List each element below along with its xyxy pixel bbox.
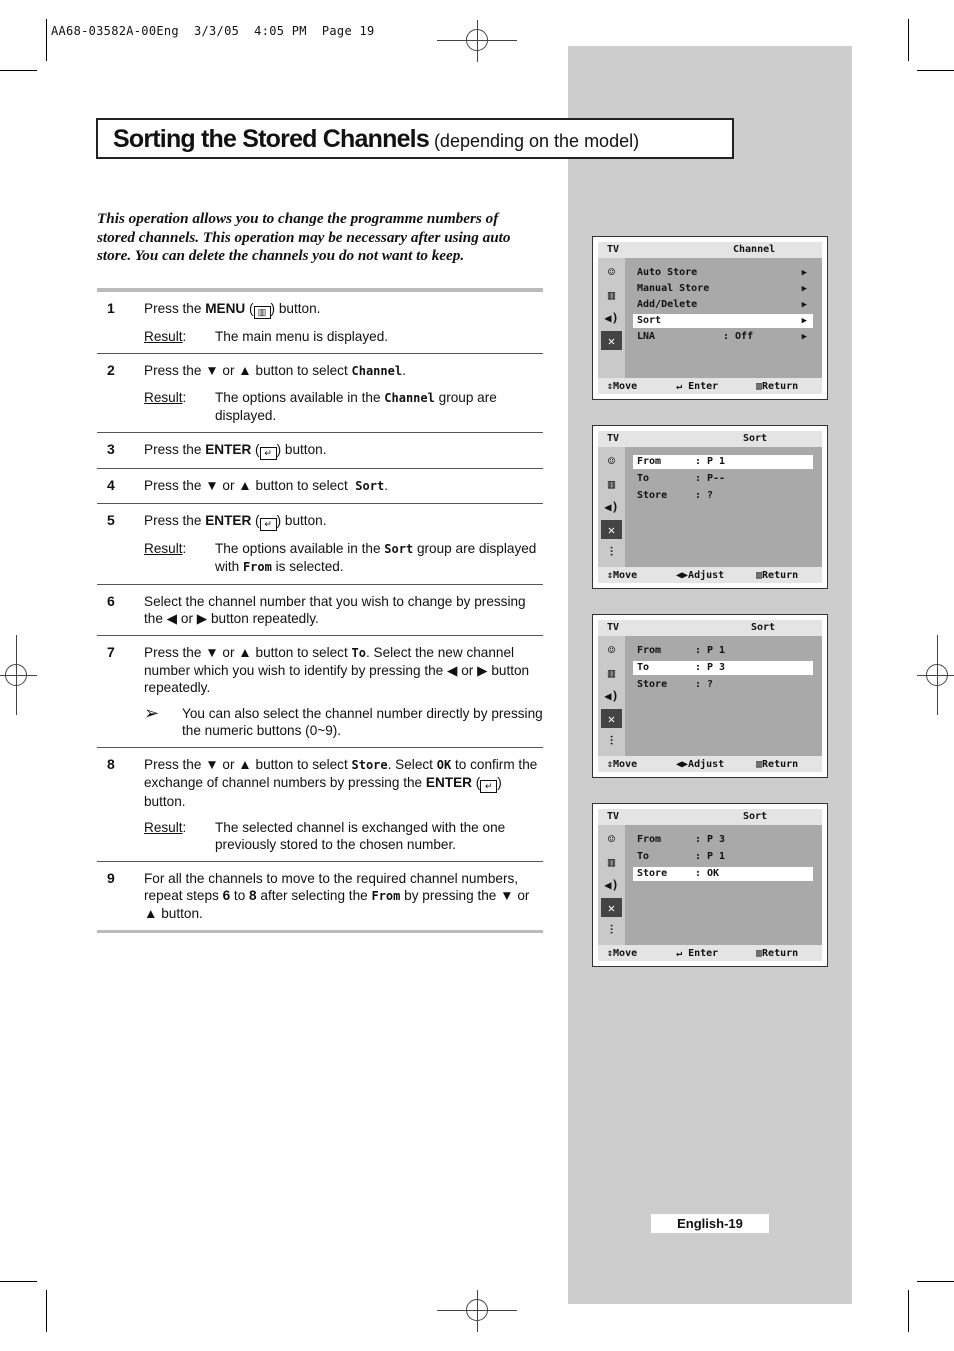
sound-icon: ◀) xyxy=(604,877,619,892)
page-title xyxy=(96,118,734,159)
adjust-icon: ◀▶ xyxy=(676,570,689,581)
step-instruction: Press the ▼ or ▲ button to select Store. Select OK to confirm the exchange of channel numbers by pressing the ENTER ( ↵ ) button. xyxy=(144,757,538,809)
step-instruction: Press the ENTER ( ↵ ) button. xyxy=(144,442,327,458)
osd-row: Manual Store ▶ xyxy=(637,283,807,294)
step-number: 3 xyxy=(107,441,115,457)
right-arrow-icon: ▶ xyxy=(801,316,807,326)
osd-icon-column xyxy=(598,825,625,945)
osd-help-bar: ⇕Move ◀▶Adjust ▥Return xyxy=(598,567,822,583)
result-label: Result xyxy=(144,541,183,556)
step-result: Result: The main menu is displayed. xyxy=(144,328,543,345)
step-instruction: Press the ENTER ( ↵ ) button. xyxy=(144,513,327,529)
osd-row: To : P-- xyxy=(637,473,726,484)
step-instruction: Press the MENU ( ▥ ) button. xyxy=(144,301,321,317)
return-icon: ▥ xyxy=(756,948,763,959)
osd-icon-column xyxy=(598,258,625,378)
osd-row: Store : ? xyxy=(637,490,714,501)
step-7 xyxy=(97,636,543,748)
crop-mark xyxy=(46,19,47,61)
osd-row: To : P 1 xyxy=(637,851,726,862)
osd-row-selected: Sort ▶ xyxy=(633,314,813,328)
function-icon: ⫶ xyxy=(609,734,613,748)
step-number: 2 xyxy=(107,362,115,378)
crop-mark xyxy=(0,70,37,71)
result-text: The selected channel is exchanged with the one previously stored to the chosen number. xyxy=(215,820,506,852)
osd-row: LNA : Off ▶ xyxy=(637,331,807,342)
step-6 xyxy=(97,585,543,636)
osd-row-selected: From : P 1 xyxy=(633,455,813,469)
crop-mark xyxy=(0,1281,37,1282)
move-icon: ⇕ xyxy=(607,759,614,770)
crop-mark xyxy=(908,1290,909,1332)
result-text: The options available in the Sort group are displayed with From is selected. xyxy=(215,541,537,574)
step-2 xyxy=(97,354,543,433)
osd-tv-label: TV xyxy=(607,811,620,822)
osd-row: From : P 3 xyxy=(637,834,726,845)
step-number: 9 xyxy=(107,870,115,886)
step-5 xyxy=(97,504,543,585)
step-4 xyxy=(97,469,543,504)
picture-icon: ☺ xyxy=(607,642,616,657)
picture-icon: ☺ xyxy=(607,453,616,468)
step-number: 6 xyxy=(107,593,115,609)
step-number: 1 xyxy=(107,300,115,316)
function-icon: ⫶ xyxy=(609,923,613,937)
result-label: Result xyxy=(144,390,183,405)
title-subtitle: (depending on the model) xyxy=(428,131,640,151)
picture-icon: ☺ xyxy=(607,264,616,279)
osd-row: Store : ? xyxy=(637,679,714,690)
result-label: Result xyxy=(144,820,183,835)
osd-menu-title: Sort xyxy=(751,622,776,633)
enter-key-icon: ↵ xyxy=(260,447,277,460)
picture-icon: ☺ xyxy=(607,831,616,846)
return-icon: ▥ xyxy=(756,759,763,770)
osd-row: From : P 1 xyxy=(637,645,726,656)
enter-key-icon: ↵ xyxy=(480,780,497,793)
step-8 xyxy=(97,748,543,862)
setup-icon: ▥ xyxy=(607,476,616,491)
steps-list xyxy=(97,288,543,933)
step-instruction: For all the channels to move to the required channel numbers, repeat steps 6 to 8 after selecting the From by pressing the ▼ or ▲ button. xyxy=(144,871,530,921)
result-label: Result xyxy=(144,329,183,344)
channel-icon: ✕ xyxy=(601,520,622,539)
osd-tv-label: TV xyxy=(607,622,620,633)
print-header: AA68-03582A-00Eng 3/3/05 4:05 PM Page 19 xyxy=(51,24,375,38)
right-arrow-icon: ▶ xyxy=(801,284,807,294)
osd-row-selected: To : P 3 xyxy=(633,661,813,675)
move-icon: ⇕ xyxy=(607,570,614,581)
setup-icon: ▥ xyxy=(607,287,616,302)
channel-icon: ✕ xyxy=(601,331,622,350)
step-instruction: Select the channel number that you wish to change by pressing the ◀ or ▶ button repeatedly. xyxy=(144,594,526,626)
setup-icon: ▥ xyxy=(607,854,616,869)
adjust-icon: ◀▶ xyxy=(676,759,689,770)
osd-screen-sort-to xyxy=(592,614,828,778)
sound-icon: ◀) xyxy=(604,499,619,514)
osd-menu-title: Sort xyxy=(743,811,768,822)
crop-mark xyxy=(46,1290,47,1332)
osd-tv-label: TV xyxy=(607,244,620,255)
function-icon: ⫶ xyxy=(609,545,613,559)
osd-help-bar: ⇕Move ↵ Enter ▥Return xyxy=(598,945,822,961)
step-1 xyxy=(97,292,543,354)
osd-screen-sort-from xyxy=(592,425,828,589)
page-number: English-19 xyxy=(651,1214,769,1233)
arrow-note-icon: ➢ xyxy=(144,703,160,723)
osd-row: Add/Delete ▶ xyxy=(637,299,807,310)
step-note xyxy=(144,705,543,739)
step-result: Result: The options available in the Sort group are displayed with From is selected. xyxy=(144,540,543,576)
crop-mark xyxy=(917,1281,954,1282)
step-number: 8 xyxy=(107,756,115,772)
right-arrow-icon: ▶ xyxy=(801,300,807,310)
intro-text: This operation allows you to change the programme numbers of stored channels. This operation may be necessary after using auto store. You can delete the channels you do not want to keep. xyxy=(97,210,511,264)
osd-row: Auto Store ▶ xyxy=(637,267,807,278)
setup-icon: ▥ xyxy=(607,665,616,680)
enter-key-icon: ↵ xyxy=(260,518,277,531)
step-instruction: Press the ▼ or ▲ button to select To. Select the new channel number which you wish to identify by pressing the ◀ or ▶ button repeatedly. xyxy=(144,645,530,695)
move-icon: ⇕ xyxy=(607,381,614,392)
osd-row-selected: Store : OK xyxy=(633,867,813,881)
osd-screen-sort-store xyxy=(592,803,828,967)
return-icon: ▥ xyxy=(756,570,763,581)
sound-icon: ◀) xyxy=(604,688,619,703)
step-number: 5 xyxy=(107,512,115,528)
right-arrow-icon: ▶ xyxy=(801,268,807,278)
move-icon: ⇕ xyxy=(607,948,614,959)
note-text: You can also select the channel number directly by pressing the numeric buttons (0~9). xyxy=(182,706,543,738)
osd-screen-channel xyxy=(592,236,828,400)
return-icon: ▥ xyxy=(756,381,763,392)
step-number: 7 xyxy=(107,644,115,660)
enter-icon: ↵ xyxy=(676,948,683,959)
crop-mark xyxy=(908,19,909,61)
step-result: Result: The options available in the Channel group are displayed. xyxy=(144,389,543,424)
channel-icon: ✕ xyxy=(601,898,622,917)
crop-mark xyxy=(917,70,954,71)
step-instruction: Press the ▼ or ▲ button to select Sort. xyxy=(144,478,388,493)
step-instruction: Press the ▼ or ▲ button to select Channel. xyxy=(144,363,406,378)
osd-menu-title: Channel xyxy=(733,244,776,255)
osd-tv-label: TV xyxy=(607,433,620,444)
enter-icon: ↵ xyxy=(676,381,683,392)
step-number: 4 xyxy=(107,477,115,493)
step-result: Result: The selected channel is exchanged with the one previously stored to the chosen number. xyxy=(144,819,543,853)
osd-help-bar: ⇕Move ◀▶Adjust ▥Return xyxy=(598,756,822,772)
osd-icon-column xyxy=(598,636,625,756)
sound-icon: ◀) xyxy=(604,310,619,325)
right-arrow-icon: ▶ xyxy=(801,332,807,342)
osd-menu-title: Sort xyxy=(743,433,768,444)
step-3 xyxy=(97,433,543,469)
osd-help-bar: ⇕Move ↵ Enter ▥Return xyxy=(598,378,822,394)
result-text: The main menu is displayed. xyxy=(215,329,389,344)
osd-icon-column xyxy=(598,447,625,567)
menu-key-icon: ▥ xyxy=(254,306,271,319)
step-9 xyxy=(97,862,543,930)
title-main: Sorting the Stored Channels xyxy=(113,125,429,153)
channel-icon: ✕ xyxy=(601,709,622,728)
result-text: The options available in the Channel group are displayed. xyxy=(215,390,497,423)
